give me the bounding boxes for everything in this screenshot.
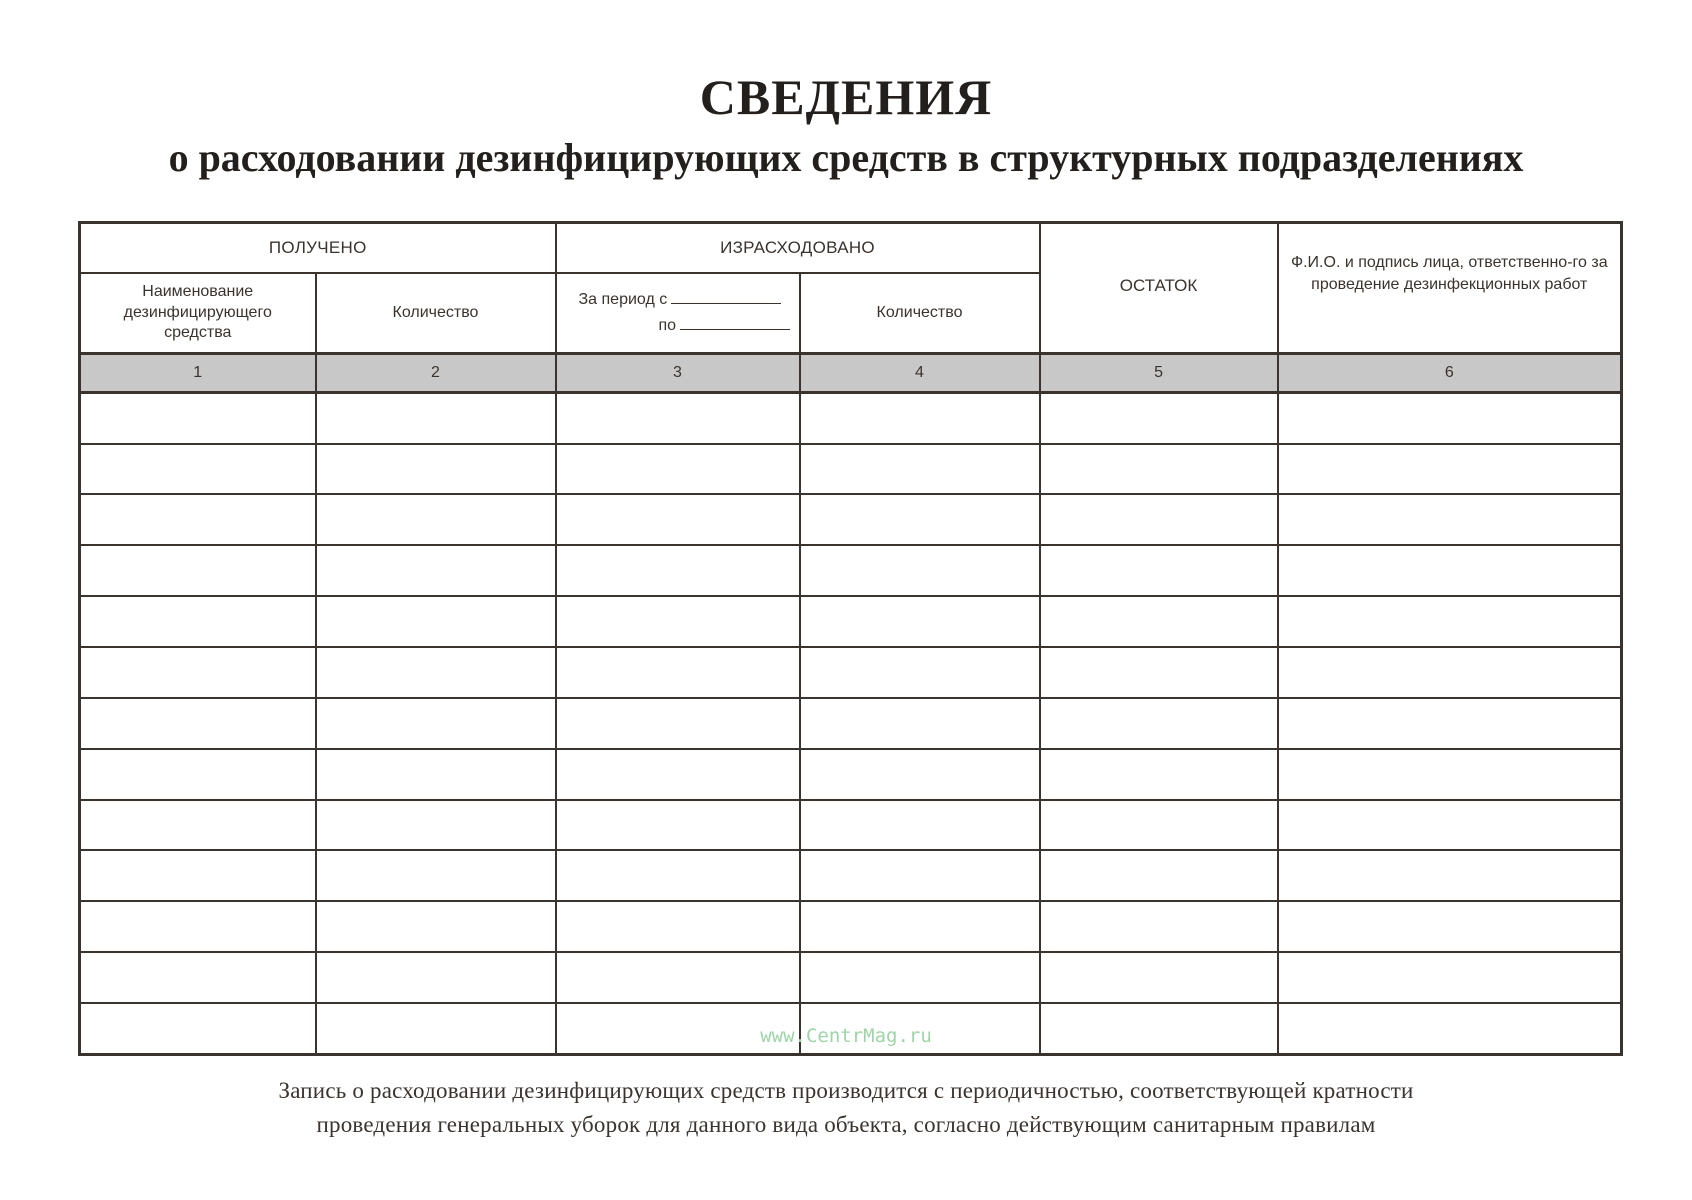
table-cell[interactable] — [316, 800, 556, 851]
table-cell[interactable] — [80, 800, 316, 851]
table-cell[interactable] — [800, 494, 1040, 545]
table-cell[interactable] — [80, 444, 316, 495]
table-row — [80, 800, 1622, 851]
table-cell[interactable] — [1278, 952, 1622, 1003]
table-cell[interactable] — [1040, 952, 1278, 1003]
table-cell[interactable] — [80, 850, 316, 901]
table-cell[interactable] — [1040, 596, 1278, 647]
column-number: 4 — [800, 354, 1040, 392]
footnote-line-1: Запись о расходовании дезинфицирующих средств производится с периодичностью, соответствующей кратности — [278, 1078, 1414, 1103]
period-from-blank — [671, 289, 781, 304]
table-cell[interactable] — [800, 647, 1040, 698]
data-rows — [80, 392, 1622, 1054]
table-cell[interactable] — [556, 444, 800, 495]
table-row — [80, 749, 1622, 800]
column-number: 2 — [316, 354, 556, 392]
header-disinfectant-name: Наименование дезинфицирующего средства — [80, 273, 316, 354]
table-cell[interactable] — [556, 901, 800, 952]
table-cell[interactable] — [1278, 545, 1622, 596]
table-cell[interactable] — [556, 545, 800, 596]
table-cell[interactable] — [316, 850, 556, 901]
period-from-label: За период с — [578, 291, 668, 309]
table-cell[interactable] — [1040, 901, 1278, 952]
column-number-row — [80, 354, 1622, 392]
table-cell[interactable] — [556, 952, 800, 1003]
table-cell[interactable] — [800, 800, 1040, 851]
table-cell[interactable] — [316, 596, 556, 647]
table-cell[interactable] — [1040, 545, 1278, 596]
table-row — [80, 494, 1622, 545]
table-cell[interactable] — [1040, 647, 1278, 698]
table-cell[interactable] — [1278, 392, 1622, 443]
table-cell[interactable] — [80, 392, 316, 443]
table-cell[interactable] — [1278, 647, 1622, 698]
table-cell[interactable] — [556, 647, 800, 698]
table-row — [80, 596, 1622, 647]
period-to-blank — [680, 315, 790, 330]
header-quantity-received: Количество — [316, 273, 556, 354]
table-cell[interactable] — [1278, 494, 1622, 545]
table-cell[interactable] — [80, 952, 316, 1003]
table-row — [80, 545, 1622, 596]
table-row — [80, 392, 1622, 443]
header-responsible: Ф.И.О. и подпись лица, ответственно-го за проведение дезинфекционных работ — [1278, 223, 1622, 354]
table-cell[interactable] — [316, 952, 556, 1003]
table-cell[interactable] — [1040, 392, 1278, 443]
table-cell[interactable] — [1040, 444, 1278, 495]
header-period — [556, 273, 800, 354]
table-cell[interactable] — [80, 698, 316, 749]
table-cell[interactable] — [80, 901, 316, 952]
table-cell[interactable] — [800, 952, 1040, 1003]
table-cell[interactable] — [1040, 850, 1278, 901]
column-number: 3 — [556, 354, 800, 392]
table-cell[interactable] — [556, 596, 800, 647]
table-cell[interactable] — [316, 545, 556, 596]
table-cell[interactable] — [1278, 444, 1622, 495]
footnote — [0, 1074, 1692, 1142]
table-row — [80, 850, 1622, 901]
table-cell[interactable] — [1040, 698, 1278, 749]
table-cell[interactable] — [1278, 800, 1622, 851]
column-number: 6 — [1278, 354, 1622, 392]
table-cell[interactable] — [800, 596, 1040, 647]
table-cell[interactable] — [80, 596, 316, 647]
document-title: СВЕДЕНИЯ — [699, 69, 993, 125]
table-cell[interactable] — [800, 749, 1040, 800]
table-row — [80, 901, 1622, 952]
period-from-line — [557, 287, 799, 313]
table-cell[interactable] — [80, 494, 316, 545]
period-to-label: по — [658, 317, 677, 335]
table-cell[interactable] — [316, 901, 556, 952]
table-cell[interactable] — [1278, 749, 1622, 800]
table-cell[interactable] — [800, 901, 1040, 952]
table-cell[interactable] — [800, 444, 1040, 495]
table-cell[interactable] — [1040, 494, 1278, 545]
table-cell[interactable] — [1040, 749, 1278, 800]
table-cell[interactable] — [80, 647, 316, 698]
group-header-row — [80, 223, 1622, 273]
table-row — [80, 952, 1622, 1003]
disinfectant-log-table — [78, 221, 1623, 1056]
header-quantity-spent: Количество — [800, 273, 1040, 354]
table-cell[interactable] — [1040, 800, 1278, 851]
table-cell[interactable] — [1278, 596, 1622, 647]
table-row — [80, 698, 1622, 749]
watermark: www.CentrMag.ru — [760, 1025, 932, 1047]
header-remainder: ОСТАТОК — [1040, 223, 1278, 354]
table-cell[interactable] — [1278, 850, 1622, 901]
table-cell[interactable] — [316, 494, 556, 545]
table-cell[interactable] — [1278, 698, 1622, 749]
table-cell[interactable] — [800, 545, 1040, 596]
table-cell[interactable] — [316, 698, 556, 749]
table-cell[interactable] — [556, 850, 800, 901]
document-subtitle: о расходовании дезинфицирующих средств в структурных подразделениях — [168, 135, 1524, 180]
table-cell[interactable] — [800, 850, 1040, 901]
column-number: 1 — [80, 354, 316, 392]
header-received: ПОЛУЧЕНО — [80, 223, 556, 273]
table-cell[interactable] — [556, 494, 800, 545]
table-cell[interactable] — [316, 749, 556, 800]
table-cell[interactable] — [316, 444, 556, 495]
table-cell[interactable] — [556, 698, 800, 749]
table-cell[interactable] — [800, 698, 1040, 749]
period-to-line — [557, 313, 799, 339]
table-row — [80, 444, 1622, 495]
table-cell[interactable] — [80, 749, 316, 800]
table-cell[interactable] — [800, 392, 1040, 443]
table-row — [80, 647, 1622, 698]
table-cell[interactable] — [316, 392, 556, 443]
footnote-line-2: проведения генеральных уборок для данного вида объекта, согласно действующим санитарным правилам — [316, 1112, 1376, 1137]
table-cell[interactable] — [80, 545, 316, 596]
table-cell[interactable] — [1278, 901, 1622, 952]
header-spent: ИЗРАСХОДОВАНО — [556, 223, 1040, 273]
table-cell[interactable] — [556, 800, 800, 851]
column-number: 5 — [1040, 354, 1278, 392]
table-cell[interactable] — [316, 647, 556, 698]
table-cell[interactable] — [556, 392, 800, 443]
table-cell[interactable] — [556, 749, 800, 800]
